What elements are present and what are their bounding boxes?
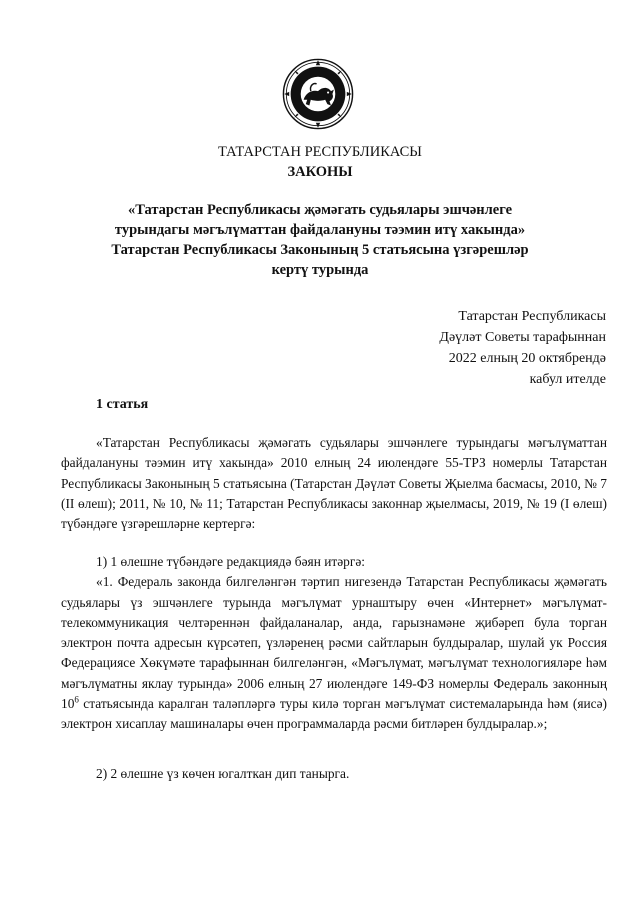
article-intro [61, 433, 607, 534]
item-1-text-a: «1. Федераль законда билгеләнгән тәртип нигезендә Татарстан Республикасы җәмәгать судьялары үз эшчәнлеге турында мәгълүмат урнаштыру өчен «Интернет» мәгълүмат-телекоммуникация челтәреннән файдаланалар, анда, гарызнамәне җибәреп була торган электрон почта адресын күрсәтеп, үзләренең рәсми сайтларын булдыралар, шулай ук Россия Федерациясе Хөкүмәте тарафыннан билгеләнгән, «Мәгълүмат, мәгълүмат технологияләре һәм мәгълүматны яклау турында» 2006 елның 27 июлендәге 149-ФЗ номерлы Федераль законның 10 [61, 574, 607, 712]
item-1-superscript: 6 [74, 694, 79, 705]
adoption-line-1: Татарстан Республикасы [458, 309, 606, 324]
adoption-block [439, 306, 606, 390]
republic-name: ТАТАРСТАН РЕСПУБЛИКАСЫ [218, 144, 422, 160]
law-title-line-2: турындагы мәгълүматтан файдалануны тәэмин итү хакында» [114, 222, 526, 238]
item-2-text: 2) 2 өлешне үз көчен югалткан дип танырга. [96, 766, 350, 781]
item-1-text [61, 572, 607, 734]
adoption-line-2: Дәүләт Советы тарафыннан [439, 330, 606, 345]
tatarstan-emblem-icon [282, 58, 354, 130]
item-1-intro: 1) 1 өлешне түбәндәге редакциядә бәян итәргә: [96, 554, 366, 569]
law-title-line-4: кертү турында [271, 262, 369, 278]
adoption-line-4: кабул ителде [529, 372, 606, 387]
law-title-line-3: Татарстан Республикасы Законының 5 статьясына үзгәрешләр [111, 242, 529, 258]
article-heading: 1 статья [96, 397, 149, 412]
law-title-line-1: «Татарстан Республикасы җәмәгать судьялары эшчәнлеге [127, 202, 513, 218]
adoption-line-3: 2022 елның 20 октябрендә [448, 351, 606, 366]
item-1-text-b: статьясында каралган таләпләргә туры килә торган мәгълүмат системаларында һәм (яисә) электрон хисаплау машиналары өчен программаларда рәсми битләрен булдыралар.»; [61, 696, 607, 732]
article-intro-paragraph: «Татарстан Республикасы җәмәгать судьялары эшчәнлеге турындагы мәгълүматтан файдалануны тәэмин итү хакында» 2010 елның 24 июлендәге 55-ТРЗ номерлы Татарстан Республикасы Законының 5 статьясына (Татарстан Дәүләт Советы Җыелма басмасы, 2010, № 7 (II өлеш); 2011, № 10, № 11; Татарстан Республикасы законнар җыелмасы, 2019, № 19 (I өлеш) түбәндәге үзгәрешләрне кертергә: [61, 435, 607, 532]
item-2-block [61, 764, 607, 784]
amendments-list [61, 552, 607, 735]
law-label: ЗАКОНЫ [287, 164, 353, 180]
